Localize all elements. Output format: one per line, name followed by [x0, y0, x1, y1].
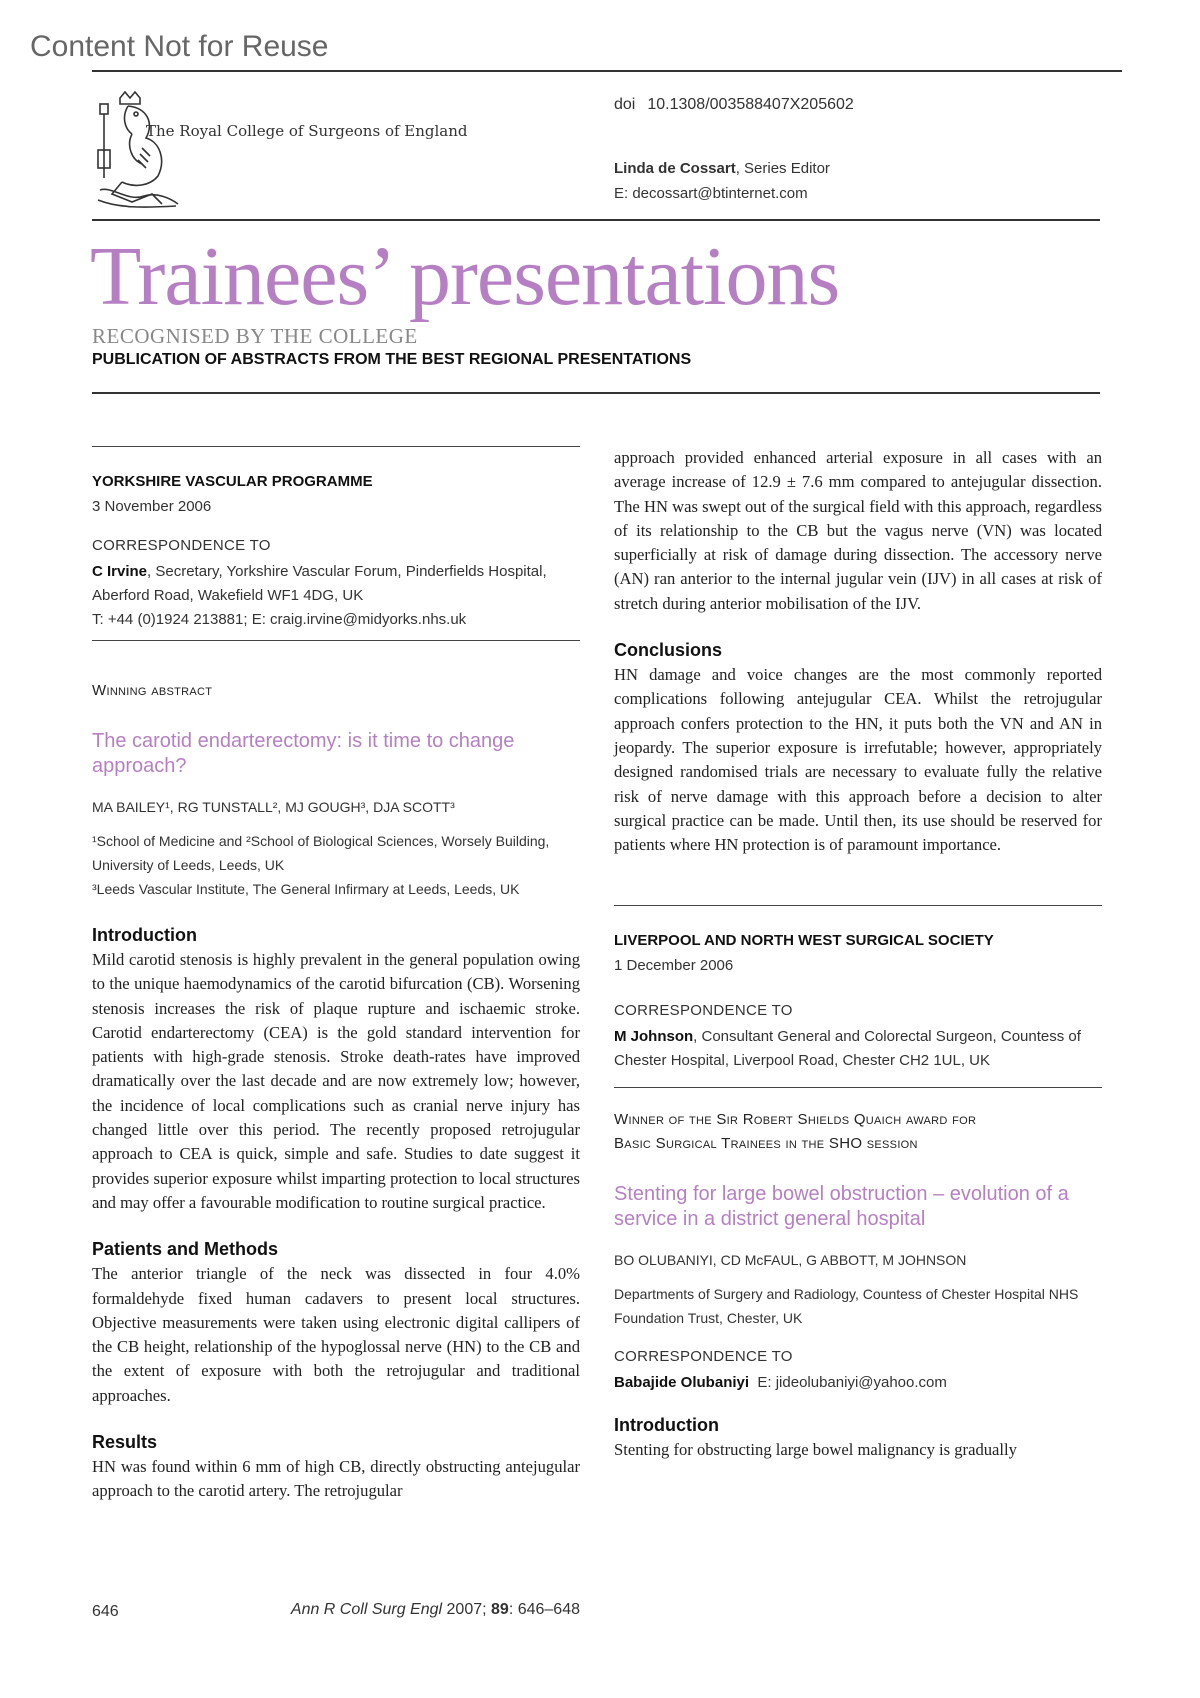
publication-subtitle: PUBLICATION OF ABSTRACTS FROM THE BEST REGIONAL PRESENTATIONS: [92, 351, 692, 368]
affiliation: Departments of Surgery and Radiology, Countess of Chester Hospital NHS Foundation Trust, Chester, UK: [614, 1286, 1079, 1327]
section-heading-introduction: Introduction: [614, 1415, 719, 1436]
results-continued-text: approach provided enhanced arterial exposure in all cases with an average increase of 12.9 ± 7.6 mm compared to antejugular dissection. The HN was swept out of the surgical field with this approach, regardless of its relationship to the CB but the vagus nerve (VN) was located superficially at risk of damage during dissection. The accessory nerve (AN) ran anterior to the internal jugular vein (IJV) in all cases at risk of stretch during anterior mobilisation of the IJV.: [614, 448, 1102, 613]
header-rule: [92, 219, 1100, 221]
methods-text: The anterior triangle of the neck was dissected in four 4.0% formaldehyde fixed human cadavers to present local structures. Objective measurements were taken using electronic digital callipers of the CB height, relationship of the hypoglossal nerve (HN) to the CB and the extent of exposure with both the retrojugular and traditional approaches.: [92, 1264, 580, 1405]
programme-heading: YORKSHIRE VASCULAR PROGRAMME: [92, 473, 373, 490]
correspondent-name: C Irvine: [92, 563, 148, 580]
programme-heading: LIVERPOOL AND NORTH WEST SURGICAL SOCIETY: [614, 932, 994, 950]
right-mid-rule: [614, 905, 1102, 906]
programme-date: 1 December 2006: [614, 957, 734, 975]
editor-email: E: decossart@btinternet.com: [614, 185, 808, 202]
right-lower-rule: [614, 1087, 1102, 1088]
section-heading-introduction: Introduction: [92, 925, 197, 945]
college-crest-icon: [92, 90, 182, 210]
correspondent-role: , Consultant General and Colorectal Surgeon, Countess of: [693, 1028, 1081, 1046]
top-rule: [92, 70, 1122, 72]
results-text: HN was found within 6 mm of high CB, directly obstructing antejugular approach to the carotid artery. The retrojugular: [92, 1457, 580, 1501]
affiliation: ³Leeds Vascular Institute, The General Infirmary at Leeds, Leeds, UK: [92, 881, 520, 897]
series-editor: [614, 156, 830, 206]
programme-date: 3 November 2006: [92, 498, 212, 515]
college-name: The Royal College of Surgeons of England: [146, 122, 468, 140]
title-rule: [92, 392, 1100, 394]
recognised-subtitle: RECOGNISED BY THE COLLEGE: [92, 324, 418, 348]
correspondence-heading: CORRESPONDENCE TO: [614, 1002, 793, 1020]
section-heading-conclusions: Conclusions: [614, 640, 723, 661]
correspondent-role: , Secretary, Yorkshire Vascular Forum, Pinderfields Hospital,: [147, 563, 547, 580]
citation-volume: 89: [491, 1601, 509, 1618]
abstract-title: Stenting for large bowel obstruction – evolution of a service in a district general hospital: [614, 1183, 1069, 1231]
correspondent-address: Aberford Road, Wakefield WF1 4DG, UK: [92, 587, 364, 604]
section-heading-results: Results: [92, 1432, 158, 1453]
correspondent-name: M Johnson: [614, 1028, 694, 1046]
citation-year: 2007;: [442, 1601, 492, 1618]
award-line: Winner of the Sir Robert Shields Quaich award for: [614, 1111, 977, 1129]
correspondence-heading: CORRESPONDENCE TO: [92, 537, 271, 554]
author-list: MA BAILEY¹, RG TUNSTALL², MJ GOUGH³, DJA SCOTT³: [92, 799, 455, 815]
editor-role: , Series Editor: [735, 160, 830, 177]
left-top-rule: [92, 446, 580, 447]
award-label: Winning abstract: [92, 682, 213, 699]
journal-name: Ann R Coll Surg Engl: [290, 1601, 443, 1618]
correspondent-contact: T: +44 (0)1924 213881; E: craig.irvine@midyorks.nhs.uk: [92, 611, 467, 628]
left-column: [92, 446, 580, 1504]
right-column: [614, 446, 1102, 1463]
page-number: 646: [92, 1603, 119, 1620]
abstract-title: The carotid endarterectomy: is it time to change approach?: [92, 730, 515, 777]
citation-pages: : 646–648: [508, 1601, 580, 1618]
page-title: Trainees’ presentations: [90, 230, 840, 323]
correspondence-details: [92, 560, 580, 632]
award-label: [614, 1108, 1102, 1156]
correspondence-details: [614, 1371, 1102, 1395]
introduction-text: Stenting for obstructing large bowel malignancy is gradually: [614, 1440, 1017, 1460]
author-list: BO OLUBANIYI, CD McFAUL, G ABBOTT, M JOHNSON: [614, 1252, 967, 1269]
doi-label: doi: [614, 96, 636, 113]
correspondence-heading: CORRESPONDENCE TO: [614, 1348, 793, 1366]
award-line: Basic Surgical Trainees in the SHO session: [614, 1135, 918, 1153]
introduction-text: Mild carotid stenosis is highly prevalent in the general population owing to the unique haemodynamics of the carotid bifurcation (CB). Worsening stenosis increases the risk of plaque rupture and ischaemic stroke. Carotid endarterectomy (CEA) is the gold standard intervention for patients with high-grade stenosis. Stroke death-rates have improved dramatically over the last decade and are now extremely low; however, the incidence of local complications such as cranial nerve injury has changed little over this period. The recently proposed retrojugular approach to CEA is quick, simple and safe. Studies to date suggest it provides superior exposure whilst imparting protection to local structures and may offer a favourable modification to routine surgical practice.: [92, 950, 580, 1212]
affiliation: ¹School of Medicine and ²School of Biological Sciences, Worsely Building, University of Leeds, Leeds, UK: [92, 833, 550, 873]
doi-value: 10.1308/003588407X205602: [647, 96, 854, 113]
journal-citation: [291, 1601, 580, 1619]
watermark-text: Content Not for Reuse: [30, 30, 329, 63]
correspondent-email: E: jideolubaniyi@yahoo.com: [757, 1374, 947, 1392]
editor-name: Linda de Cossart: [614, 160, 736, 177]
correspondence-details: [614, 1025, 1102, 1073]
doi-line: [614, 96, 854, 114]
conclusions-text: HN damage and voice changes are the most commonly reported complications following antejugular CEA. Whilst the retrojugular approach confers protection to the HN, it puts both the VN and AN in jeopardy. The superior exposure is irrefutable; however, appropriately designed randomised trials are necessary to evaluate fully the relative risk of nerve damage with this approach before a decision to alter surgical practice can be made. Until then, its use should be reserved for patients where HN protection is of paramount importance.: [614, 665, 1102, 855]
section-heading-methods: Patients and Methods: [92, 1239, 279, 1260]
correspondent-name: Babajide Olubaniyi: [614, 1374, 750, 1392]
correspondent-address: Chester Hospital, Liverpool Road, Chester CH2 1UL, UK: [614, 1052, 991, 1070]
left-mid-rule: [92, 640, 580, 641]
